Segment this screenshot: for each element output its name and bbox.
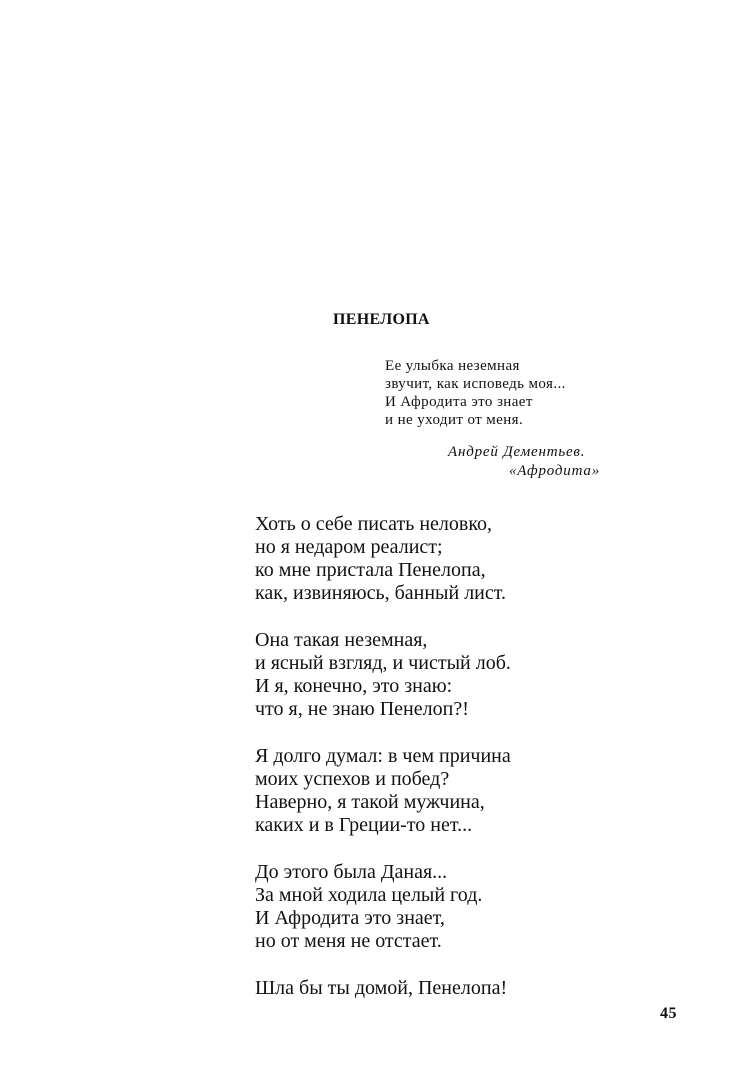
poem-line: Наверно, я такой мужчина, [255,791,485,813]
poem-line: каких и в Греции-то нет... [255,814,473,836]
epigraph-line: и не уходит от меня. [385,412,524,428]
poem-body [255,513,675,1000]
poem-line: и ясный взгляд, и чистый лоб. [255,652,511,674]
poem-title: ПЕНЕЛОПА [333,311,430,328]
poem-line: До этого была Даная... [255,861,448,883]
stanza [255,745,675,837]
page-number: 45 [660,1005,677,1022]
epigraph-author: Андрей Дементьев. [448,444,586,460]
poem-line: И Афродита это знает, [255,907,445,929]
stanza [255,861,675,953]
poem-line: Она такая неземная, [255,629,428,651]
poem-line: Хоть о себе писать неловко, [255,513,493,535]
poem-line: но от меня не отстает. [255,930,442,952]
stanza [255,977,675,1000]
epigraph-line: звучит, как исповедь моя... [385,376,566,392]
poem-line: Я долго думал: в чем причина [255,745,511,767]
poem-line: но я недаром реалист; [255,536,443,558]
poem-line: Шла бы ты домой, Пенелопа! [255,977,508,999]
stanza [255,513,675,605]
poem-line: И я, конечно, это знаю: [255,675,453,697]
epigraph-line: Ее улыбка неземная [385,358,520,374]
poem-line: моих успехов и побед? [255,768,450,790]
epigraph [385,357,645,429]
poem-line: как, извиняюсь, банный лист. [255,582,506,604]
stanza [255,629,675,721]
epigraph-source: «Афродита» [509,463,600,479]
poem-line: что я, не знаю Пенелоп?! [255,698,469,720]
poem-line: ко мне пристала Пенелопа, [255,559,486,581]
epigraph-line: И Афродита это знает [385,394,533,410]
poem-line: За мной ходила целый год. [255,884,483,906]
